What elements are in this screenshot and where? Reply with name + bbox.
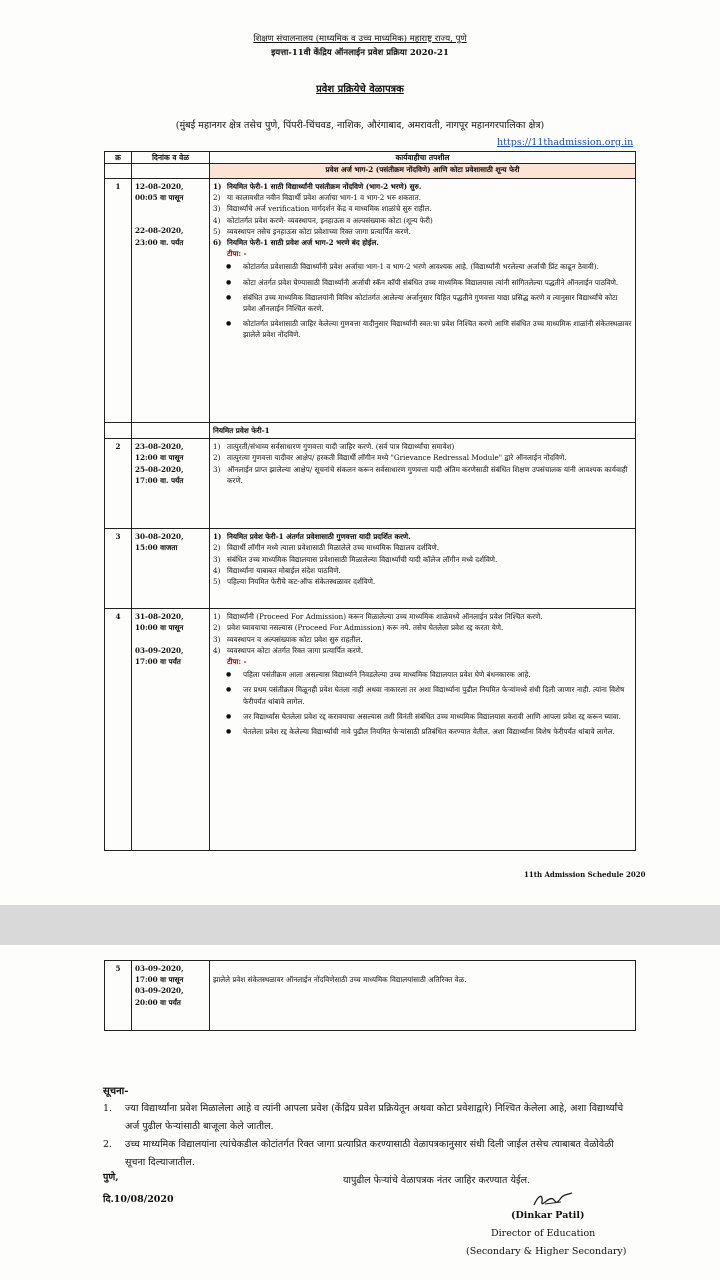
date-line: 03-09-2020, [135, 986, 184, 996]
note-item: ● जर प्रथम पसंतीक्रम मिळूनही प्रवेश घेतला नाही अथवा नाकारला तर अशा विद्यार्थ्यांना पुढील नियमित फेऱ्यांमध्ये संधी दिली जाणार नाही. त्यांना विशेष फेरीपर्यंत थांबावे लागेल. [243, 684, 632, 706]
date-line: 25-08-2020, [135, 464, 184, 474]
table-row [105, 529, 636, 609]
col-header-details: कार्यवाहीचा तपशील [210, 152, 636, 164]
date-line: 23:00 वा. पर्यंत [135, 237, 184, 247]
row-text: झालेले प्रवेश संकेतस्थळावर ऑनलाईन नोंदविणेसाठी उच्च माध्यमिक विद्यालयांसाठी अतिरिक्त वेळ. [213, 975, 467, 984]
date-line: 31-08-2020, [135, 612, 184, 622]
list-item: 3) संबंधित उच्च माध्यमिक विद्यालयास प्रवेशासाठी मिळालेल्या विद्यार्थ्यांची यादी कॉलेज लॉगीन मध्ये दर्शविणे. [213, 554, 498, 564]
date-line: 10:00 वा पासून [135, 623, 184, 633]
row-number: 3 [105, 529, 132, 609]
row-number: 5 [105, 961, 132, 1031]
row-dates [132, 961, 210, 1031]
date-line: 12-08-2020, [135, 182, 184, 191]
table-row [105, 439, 636, 529]
row-dates [132, 529, 210, 609]
list-item: 2) तात्पुरत्या गुणवत्ता यादीवर आक्षेप/ हरकती विद्यार्थी लॉगीन मध्ये "Grievance Redressal Module" द्वारे ऑनलाईन नोंदविणे. [213, 453, 567, 463]
row-number: 1 [105, 179, 132, 423]
date-line: 12:00 वा पासून [135, 453, 184, 463]
place: पुणे, [103, 1172, 119, 1183]
row-details [210, 179, 636, 423]
date-line: 15:00 वाजता [135, 543, 178, 553]
date-line: 17:00 वा. पर्यंत [135, 475, 184, 485]
row-details [210, 439, 636, 529]
table-row [105, 961, 636, 1031]
schedule-table [104, 151, 636, 851]
list-item: 3) ऑनलाईन प्राप्त झालेल्या आक्षेप/ सूचनांचे संकलन करून सर्वसाधारण गुणवत्ता यादी अंतिम करणेसाठी संबंधित शिक्षण उपसंचालक यांनी आवश्यक कार्यवाही करणे. [213, 464, 628, 485]
note-item: ● जर विद्यार्थ्यांस घेतलेला प्रवेश रद्द करावयाचा असल्यास तशी विनंती संबंधित उच्च माध्यमिक विद्यालयास करावी आणि आपला प्रवेश रद्द करून घ्यावा. [243, 711, 632, 722]
list-item: 1) नियमित प्रवेश फेरी-1 अंतर्गत प्रवेशासाठी गुणवत्ता यादी प्रदर्शित करणे. [213, 532, 411, 542]
list-item: 4) कोटांतर्गत प्रवेश करणे- व्यवस्थापन, इनहाऊस व अल्पसंख्याक कोटा (शून्य फेरी) [213, 215, 433, 225]
notice-list [103, 1100, 628, 1190]
list-item: 3) व्यवस्थापन व अल्पसंख्याक कोटा प्रवेश सुरु राहतील. [213, 634, 363, 644]
date-line: 23-08-2020, [135, 442, 184, 452]
date-line: 17:00 वा पर्यंत [135, 656, 181, 666]
schedule-table-continued [104, 960, 636, 1031]
signatory-subtitle: (Secondary & Higher Secondary) [466, 1246, 627, 1257]
list-item: 4) व्यवस्थापन कोटा अंतर्गत रिक्त जागा प्रत्यार्पित करणे. [213, 645, 364, 655]
notice-closing: यापुढील फेऱ्यांचे वेळापत्रक नंतर जाहिर करण्यात येईल. [343, 1175, 531, 1186]
date-line: 20:00 वा पर्यंत [135, 997, 181, 1007]
list-item: 2) विद्यार्थी लॉगीन मध्ये त्याला प्रवेशासाठी मिळालेले उच्च माध्यमिक विद्यालय दर्शविणे. [213, 543, 439, 553]
issue-date: दि.10/08/2020 [103, 1194, 174, 1205]
table-row [105, 179, 636, 423]
section-heading-regular-round-1: नियमित प्रवेश फेरी-1 [210, 423, 636, 439]
signature-icon [531, 1190, 575, 1210]
row-details [210, 529, 636, 609]
notice-heading: सूचना- [103, 1086, 129, 1097]
row-dates [132, 609, 210, 851]
notes-heading: टीपा: - [227, 657, 247, 667]
notes-heading: टीपा: - [227, 249, 247, 259]
signatory-name: (Dinkar Patil) [511, 1210, 585, 1221]
notice-item: 2. उच्च माध्यमिक विद्यालयांना त्यांचेकडील कोटांतर्गत रिक्त जागा प्रत्याप्रित करण्यासाठी वेळापत्रकानुसार संधी दिली जाईल तसेच त्याबाबत वेळोवेळी सूचना दिल्याजातील. [103, 1139, 614, 1168]
note-item: ● कोटा अंतर्गत प्रवेश घेण्यासाठी विद्यार्थ्यांनी अर्जाची स्कॅन कॉपी संबंधित उच्च माध्यमिक विद्यालयास त्यांनी सांगितलेल्या पद्धतीने ऑनलाईन पाठविणे. [243, 277, 632, 288]
date-line: 03-09-2020, [135, 964, 184, 973]
list-item: 2) प्रवेश घ्यावयाचा नसल्यास (Proceed For Admission) करू नये. तसेच घेतलेला प्रवेश रद्द करता येणे. [213, 623, 504, 633]
list-item: 1) विद्यार्थ्यांनी (Proceed For Admission) करून मिळालेल्या उच्च माध्यमिक शाळेमध्ये ऑनलाईन प्रवेश निश्चित करणे. [213, 612, 543, 622]
list-item: 5) व्यवस्थापन तसेच इनहाऊस कोटा प्रवेशाच्या रिक्त जागा प्रत्यार्पित करणे. [213, 226, 411, 236]
date-line: 22-08-2020, [135, 226, 184, 236]
date-line: 17:00 वा पासून [135, 975, 184, 985]
schedule-title: प्रवेश प्रक्रियेचे वेळापत्रक [316, 84, 404, 95]
row-dates [132, 179, 210, 423]
list-item: 2) या कालावधीत नवीन विद्यार्थी प्रवेश अर्जाचा भाग-1 व भाग-2 भरु शकतात. [213, 193, 422, 203]
table-header-row [105, 152, 636, 164]
note-item: ● पहिला पसंतीक्रम आला असल्यास विद्यार्थ्याने निवडलेल्या उच्च माध्यमिक विद्यालयात प्रवेश घेणे बंधनकारक आहे. [243, 669, 632, 680]
col-header-date: दिनांक व वेळ [132, 152, 210, 164]
row-number: 4 [105, 609, 132, 851]
list-item: 1) तात्पुरती/संभाव्य सर्वसाधारण गुणवत्ता यादी जाहिर करणे. (सर्व पात्र विद्यार्थ्यांचा समावेश) [213, 442, 455, 452]
signatory-title: Director of Education [491, 1228, 596, 1239]
list-item: 1) नियमित फेरी-1 साठी विद्यार्थ्यांनी पसंतीक्रम नोंदविणे (भाग-2 भरणे) सुरु. [213, 182, 422, 191]
page-footer: 11th Admission Schedule 2020 [524, 870, 646, 879]
date-line: 30-08-2020, [135, 532, 184, 542]
note-item: ● कोटांतर्गत प्रवेशासाठी जाहिर केलेल्या गुणवत्ता यादीनुसार विद्यार्थ्यांनी स्वत:चा प्रवेश निश्चित करणे आणि संबंधित उच्च माध्यमिक शाळांनी संकेतस्थळावर झालेले प्रवेश नोंदविणे. [243, 318, 632, 340]
list-item: 4) विद्यार्थ्यांना याबाबत मोबाईल संदेश पाठविणे. [213, 565, 341, 575]
note-item: ● कोटांतर्गत प्रवेशासाठी विद्यार्थ्यांनी प्रवेश अर्जाचा भाग-1 व भाग-2 भरणे आवश्यक आहे. (विद्यार्थ्यांनी भरलेल्या अर्जाची प्रिंट काढून ठेवावी). [243, 261, 632, 272]
process-title: इयत्ता-11वी केंद्रिय ऑनलाईन प्रवेश प्रक्रिया 2020-21 [271, 48, 449, 58]
row-details [210, 609, 636, 851]
list-item: 3) विद्यार्थ्यांचे अर्ज verification मार्गदर्शन केंद्र व माध्यमिक शाळांचे सुरु राहील. [213, 204, 432, 214]
list-item: 5) पहिल्या नियमित फेरीचे कट-ऑफ संकेतस्थळावर दर्शविणे. [213, 577, 376, 587]
section-banner-round-zero: प्रवेश अर्ज भाग-2 (पसंतीक्रम नोंदविणे) आणि कोटा प्रवेशासाठी शून्य फेरी [210, 164, 636, 179]
issuing-office: शिक्षण संचालनालय (माध्यमिक व उच्च माध्यमिक) महाराष्ट्र राज्य, पुणे [253, 34, 467, 44]
admission-website-link[interactable]: https://11thadmission.org.in [497, 137, 634, 148]
region-line: (मुंबई महानगर क्षेत्र तसेच पुणे, पिंपरी-चिंचवड, नाशिक, औरंगाबाद, अमरावती, नागपूर महानगरपालिका क्षेत्र) [175, 120, 545, 131]
date-line: 00:05 वा पासून [135, 193, 184, 203]
note-item: ● घेतलेला प्रवेश रद्द केलेल्या विद्यार्थ्यांची नावे पुढील नियमित फेऱ्यांसाठी प्रतिबंधित करण्यात येतील. अशा विद्यार्थ्यांना विशेष फेरीपर्यंत थांबावे लागेल. [243, 726, 632, 737]
col-header-no: क्र [105, 152, 132, 164]
list-item: 6) नियमित फेरी-1 साठी प्रवेश अर्ज भाग-2 भरणे बंद होईल. [213, 238, 379, 248]
table-row [105, 609, 636, 851]
row-number: 2 [105, 439, 132, 529]
date-line: 03-09-2020, [135, 645, 184, 655]
notice-item: 1. ज्या विद्यार्थ्यांना प्रवेश मिळालेला आहे व त्यांनी आपला प्रवेश (केंद्रिय प्रवेश प्रक्रियेतून अथवा कोटा प्रवेशाद्वारे) निश्चित केलेला आहे, अशा विद्यार्थ्यांचे अर्ज पुढील फेऱ्यांसाठी बाजूला केले जातील. [103, 1103, 624, 1132]
note-item: ● संबंधित उच्च माध्यमिक विद्यालयांनी विविध कोटांतर्गत आलेल्या अर्जानुसार विहित पद्धतीने गुणवत्ता याद्या प्रसिद्ध करणे व त्यानुसार विद्यार्थ्यांचे कोटा प्रवेश ऑनलाईन निश्चित करणे. [243, 292, 632, 314]
row-details [210, 961, 636, 1031]
row-dates [132, 439, 210, 529]
